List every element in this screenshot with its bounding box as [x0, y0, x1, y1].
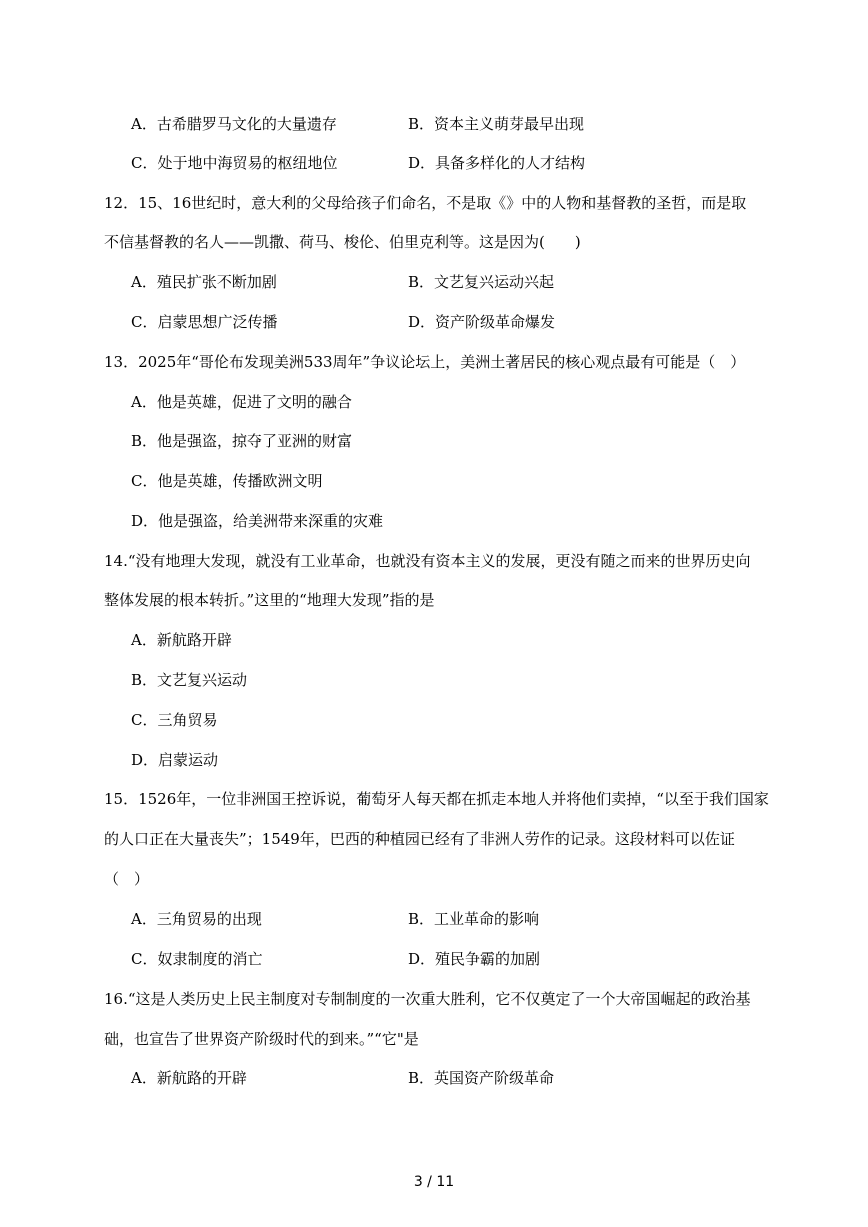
q14-option-a: A．新航路开辟	[131, 631, 232, 649]
q14-option-d: D．启蒙运动	[131, 751, 219, 769]
q14-stem-line-1: 14.“没有地理大发现，就没有工业革命，也就没有资本主义的发展，更没有随之而来的世界历史向	[104, 552, 751, 570]
q11-option-a: A．古希腊罗马文化的大量遗存	[131, 115, 337, 133]
q13-option-d: D．他是强盗，给美洲带来深重的灾难	[131, 512, 384, 530]
q11-options-row-1	[131, 113, 791, 135]
q14-option-b: B．文艺复兴运动	[131, 671, 248, 689]
q15-option-d: D．殖民争霸的加剧	[408, 950, 541, 968]
q12-options-row-1	[131, 271, 791, 293]
q11-option-b: B．资本主义萌芽最早出现	[408, 115, 585, 133]
q12-option-b: B．文艺复兴运动兴起	[408, 273, 555, 291]
q15-option-b: B．工业革命的影响	[408, 910, 540, 928]
q15-stem-line-3: （ ）	[104, 870, 150, 888]
q15-stem-line-1: 15．1526年，一位非洲国王控诉说，葡萄牙人每天都在抓走本地人并将他们卖掉，“以至于我们国家	[104, 790, 769, 808]
q13-stem: 13．2025年“哥伦布发现美洲533周年”争议论坛上，美洲土著居民的核心观点最有可能是（ ）	[104, 353, 746, 371]
q16-stem-line-1: 16.“这是人类历史上民主制度对专制制度的一次重大胜利，它不仅奠定了一个大帝国崛起的政治基	[104, 990, 751, 1008]
q15-option-c: C．奴隶制度的消亡	[131, 950, 263, 968]
q12-option-c: C．启蒙思想广泛传播	[131, 313, 278, 331]
q11-option-d: D．具备多样化的人才结构	[408, 154, 586, 172]
q12-option-d: D．资产阶级革命爆发	[408, 313, 556, 331]
q16-option-a: A．新航路的开辟	[131, 1069, 247, 1087]
q12-stem-line-1: 12．15、16世纪时，意大利的父母给孩子们命名，不是取《》中的人物和基督教的圣哲，而是取	[104, 194, 747, 212]
q12-options-row-2	[131, 311, 791, 333]
q11-option-c: C．处于地中海贸易的枢纽地位	[131, 154, 338, 172]
q15-stem-line-2: 的人口正在大量丧失”；1549年，巴西的种植园已经有了非洲人劳作的记录。这段材料可以佐证	[104, 830, 735, 848]
q14-option-c: C．三角贸易	[131, 711, 218, 729]
q15-options-row-2	[131, 948, 791, 970]
q16-stem-line-2: 础，也宣告了世界资产阶级时代的到来。”“它"是	[104, 1030, 419, 1048]
q16-option-b: B．英国资产阶级革命	[408, 1069, 555, 1087]
q13-option-c: C．他是英雄，传播欧洲文明	[131, 472, 323, 490]
q16-options-row-1	[131, 1067, 791, 1089]
q13-option-a: A．他是英雄，促进了文明的融合	[131, 393, 352, 411]
q12-stem-line-2: 不信基督教的名人——凯撒、荷马、梭伦、伯里克利等。这是因为( )	[104, 233, 581, 251]
q13-option-b: B．他是强盗，掠夺了亚洲的财富	[131, 432, 353, 450]
q15-options-row-1	[131, 908, 791, 930]
q11-options-row-2	[131, 152, 791, 174]
page-number: 3 / 11	[413, 1174, 455, 1190]
q14-stem-line-2: 整体发展的根本转折。”这里的“地理大发现”指的是	[104, 591, 435, 609]
q12-option-a: A．殖民扩张不断加剧	[131, 273, 277, 291]
q15-option-a: A．三角贸易的出现	[131, 910, 262, 928]
